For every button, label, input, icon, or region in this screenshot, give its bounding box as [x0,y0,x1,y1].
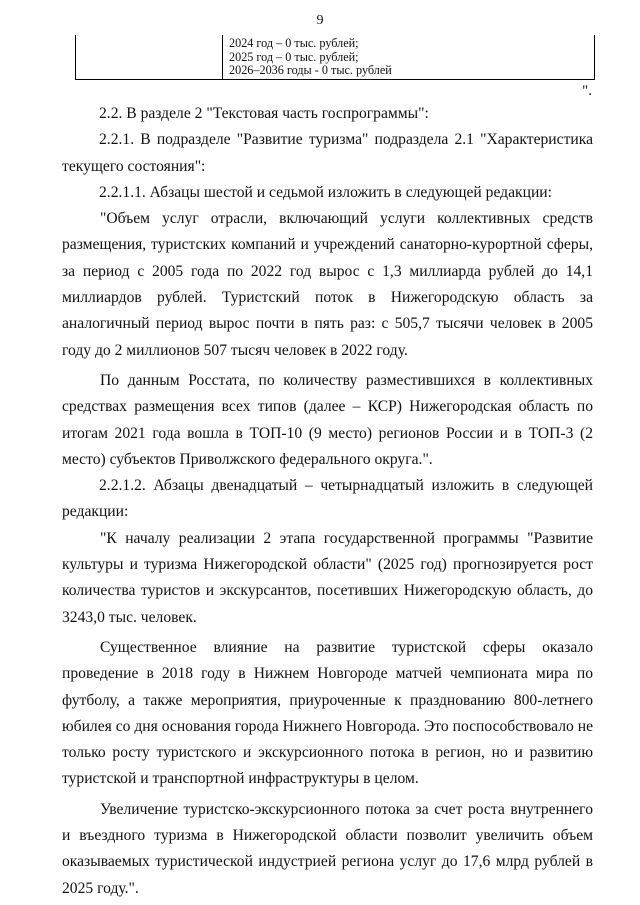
closing-quote-mark: ". [582,83,592,99]
table-column-divider [222,35,223,79]
quoted-paragraph-services-volume: "Объем услуг отрасли, включающий услуги коллективных средств размещения, туристских компаний и учреждений санаторно-курортной сферы, за период с 2005 года по 2022 год вырос с 1,3 миллиарда рублей до 14,1 миллиардов рублей. Туристский поток в Нижегородскую область за аналогичный период вырос почти в пять раз: с 505,7 тысячи человек в 2005 году до 2 миллионов 507 тысяч человек в 2022 году. [62,210,593,359]
quoted-paragraph-stage-2: "К началу реализации 2 этапа государственной программы "Развитие культуры и туризма Нижегородской области" (2025 год) прогнозируется рост количества туристов и экскурсантов, посетивших Нижегородскую область, до 3243,0 тыс. человек. [62,529,593,626]
quoted-paragraph-world-cup: Существенное влияние на развитие туристской сферы оказало проведение в 2018 году в Нижнем Новгороде матчей чемпионата мира по футболу, а также мероприятия, приуроченные к празднованию 800-летнего юбилея со дня основания города Нижнего Новгорода. Это поспособствовало не только росту туристского и экскурсионного потока в регион, но и развитию туристской и транспортной инфраструктуры в целом. [62,638,593,788]
paragraph-2-2-1-1: 2.2.1.1. Абзацы шестой и седьмой изложить в следующей редакции: [99,183,552,201]
table-cell-line: 2025 год – 0 тыс. рублей; [229,49,359,64]
page-number: 9 [316,13,324,28]
table-cell-line: 2026–2036 годы - 0 тыс. рублей [229,63,392,77]
table-fragment [75,35,595,80]
body-text [62,101,593,902]
paragraph-2-2-1-2: 2.2.1.2. Абзацы двенадцатый – четырнадцатый изложить в следующей редакции: [62,477,593,521]
table-cell-line: 2024 год – 0 тыс. рублей; [229,36,359,50]
quoted-paragraph-rosstat: По данным Росстата, по количеству разместившихся в коллективных средствах размещения всех типов (далее – КСР) Нижегородская область по итогам 2021 года вошла в ТОП-10 (9 место) регионов России и в ТОП-3 (2 место) субъектов Приволжского федерального округа.". [62,371,593,468]
paragraph-2-2-1: 2.2.1. В подразделе "Развитие туризма" подраздела 2.1 "Характеристика текущего состояния": [62,131,593,175]
paragraph-section-2-2: 2.2. В разделе 2 "Текстовая часть госпрограммы": [99,105,429,122]
table-cell [229,37,392,78]
quoted-paragraph-tourist-flow: Увеличение туристско-экскурсионного потока за счет роста внутреннего и въездного туризма в Нижегородской области позволит увеличить объем оказываемых туристической индустрией региона услуг до 17,6 млрд рублей в 2025 году.". [62,800,593,897]
